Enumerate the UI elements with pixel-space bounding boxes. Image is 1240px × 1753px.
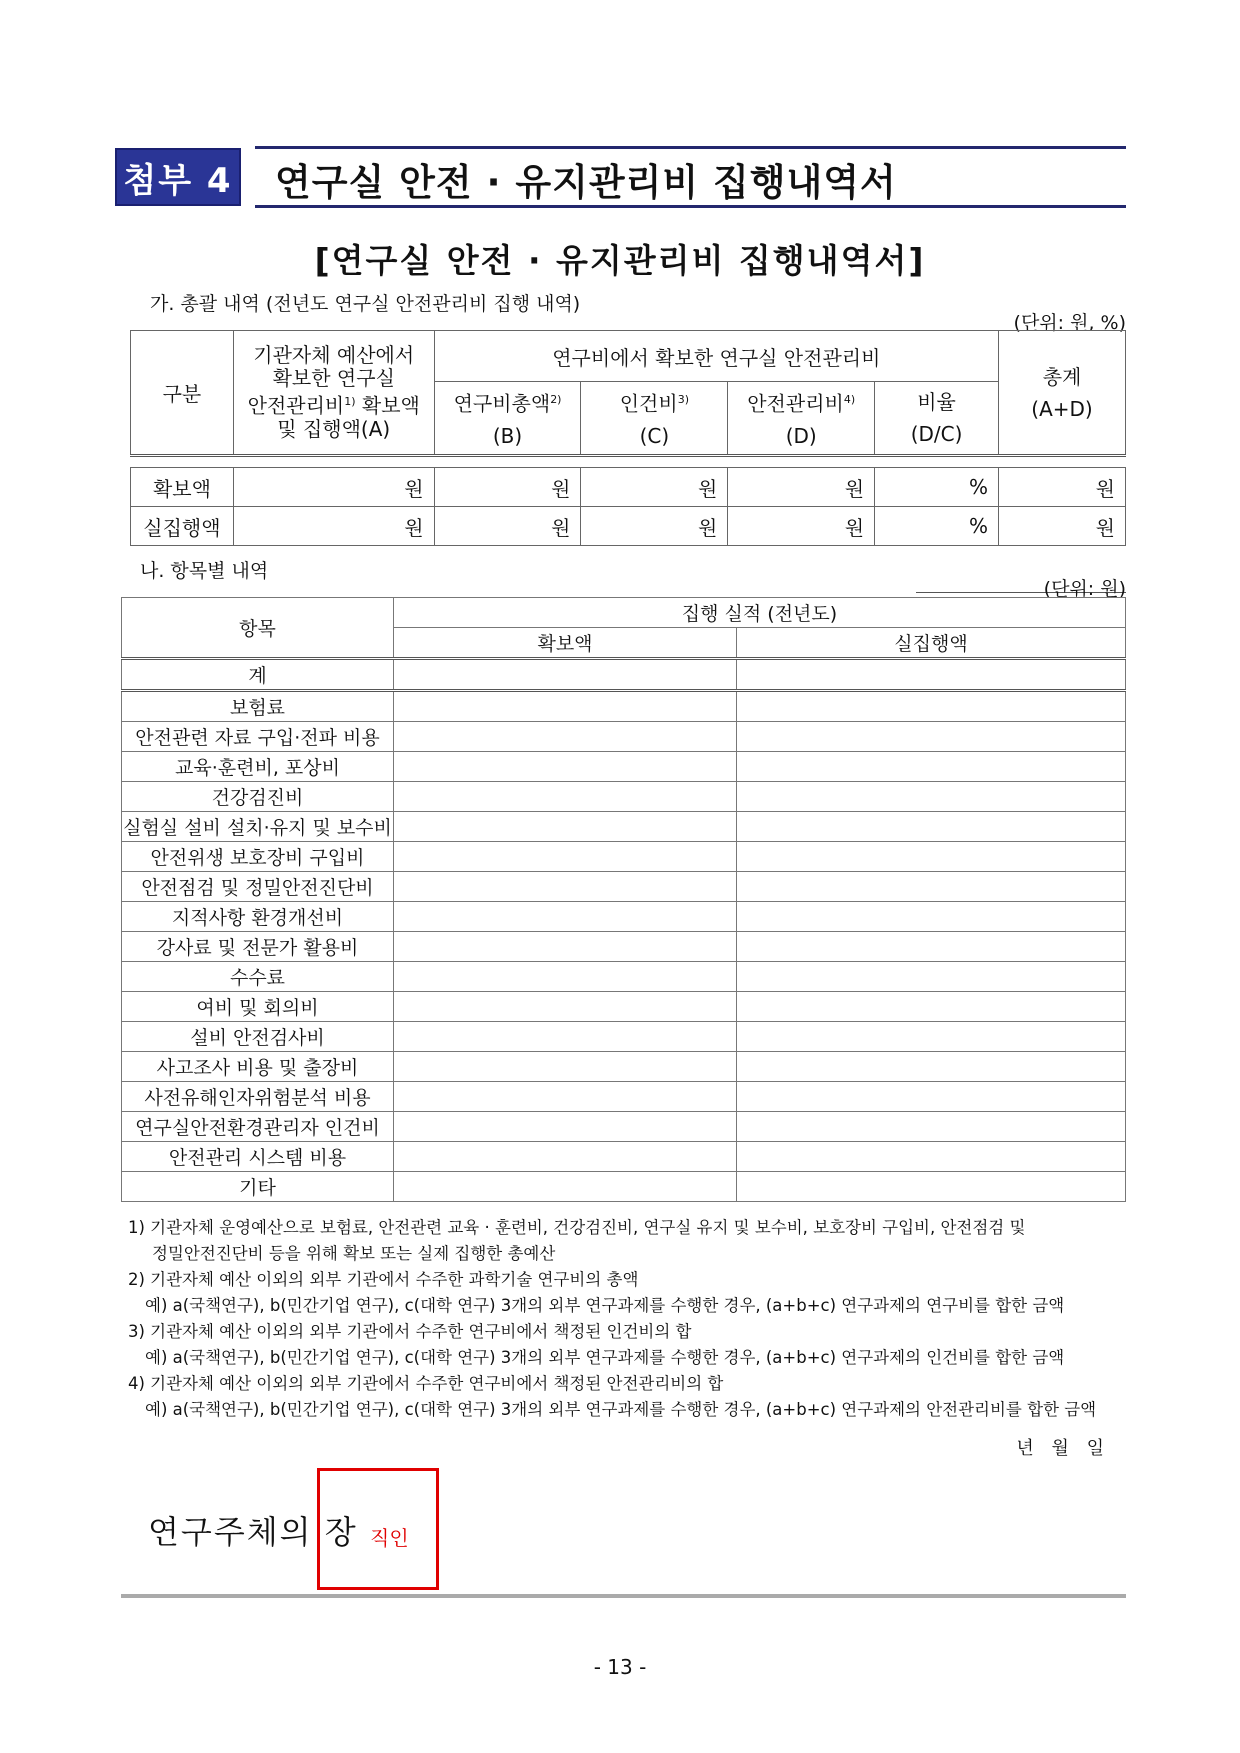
table-row — [122, 1112, 1126, 1142]
cell-value[interactable]: % — [875, 468, 999, 507]
header-item: 항목 — [122, 598, 394, 659]
header-secured: 확보액 — [394, 628, 737, 659]
item-label: 설비 안전검사비 — [122, 1022, 394, 1052]
cell-value[interactable]: 원 — [434, 507, 581, 546]
cell-value[interactable]: 원 — [233, 507, 434, 546]
cell-value[interactable]: 원 — [999, 468, 1126, 507]
summary-table — [130, 330, 1126, 546]
executed-cell[interactable] — [737, 872, 1126, 902]
table-row — [122, 782, 1126, 812]
secured-cell[interactable] — [394, 872, 737, 902]
secured-cell[interactable] — [394, 691, 737, 722]
header-own-budget: 기관자체 예산에서 확보한 연구실 안전관리비$^{1)}$ 확보액 및 집행액(A) — [233, 331, 434, 456]
summary-row-executed — [131, 507, 1126, 546]
item-label: 연구실안전환경관리자 인건비 — [122, 1112, 394, 1142]
item-label: 건강검진비 — [122, 782, 394, 812]
secured-cell[interactable] — [394, 992, 737, 1022]
header-ratio: 비율 (D/C) — [875, 382, 999, 456]
header-safety-cost: 안전관리비$^{4)}$ (D) — [728, 382, 875, 456]
secured-cell[interactable] — [394, 752, 737, 782]
table-row — [122, 722, 1126, 752]
executed-cell[interactable] — [737, 812, 1126, 842]
secured-cell[interactable] — [394, 932, 737, 962]
table-row — [122, 1022, 1126, 1052]
executed-cell[interactable] — [737, 842, 1126, 872]
cell-value[interactable]: 원 — [728, 507, 875, 546]
footnote-3-example: 예) a(국책연구), b(민간기업 연구), c(대학 연구) 3개의 외부 연구과제를 수행한 경우, (a+b+c) 연구과제의 인건비를 합한 금액 — [145, 1348, 1065, 1367]
footnote-2-example: 예) a(국책연구), b(민간기업 연구), c(대학 연구) 3개의 외부 연구과제를 수행한 경우, (a+b+c) 연구과제의 연구비를 합한 금액 — [145, 1296, 1065, 1315]
items-section-title: 나. 항목별 내역 — [140, 560, 269, 582]
table-row — [122, 1082, 1126, 1112]
executed-cell[interactable] — [737, 992, 1126, 1022]
secured-cell[interactable] — [394, 782, 737, 812]
table-row — [122, 659, 1126, 691]
secured-cell[interactable] — [394, 1082, 737, 1112]
row-label: 확보액 — [131, 468, 234, 507]
footnote-4: 4) 기관자체 예산 이외의 외부 기관에서 수주한 연구비에서 책정된 안전관리비의 합 — [128, 1374, 724, 1393]
executed-cell[interactable] — [737, 1112, 1126, 1142]
secured-cell[interactable] — [394, 1142, 737, 1172]
secured-cell[interactable] — [394, 902, 737, 932]
executed-cell[interactable] — [737, 782, 1126, 812]
secured-cell[interactable] — [394, 812, 737, 842]
footnote-4-example: 예) a(국책연구), b(민간기업 연구), c(대학 연구) 3개의 외부 연구과제를 수행한 경우, (a+b+c) 연구과제의 안전관리비를 합한 금액 — [145, 1400, 1097, 1419]
header-executed: 실집행액 — [737, 628, 1126, 659]
secured-cell[interactable] — [394, 722, 737, 752]
item-label: 기타 — [122, 1172, 394, 1202]
document-title: [연구실 안전 · 유지관리비 집행내역서] — [314, 241, 926, 280]
header-rule-top — [255, 146, 1126, 149]
header-performance: 집행 실적 (전년도) — [394, 598, 1126, 628]
item-label: 수수료 — [122, 962, 394, 992]
executed-cell[interactable] — [737, 722, 1126, 752]
item-label: 사전유해인자위험분석 비용 — [122, 1082, 394, 1112]
item-label: 계 — [122, 659, 394, 691]
row-label: 실집행액 — [131, 507, 234, 546]
cell-value[interactable]: 원 — [233, 468, 434, 507]
table-row — [122, 1172, 1126, 1202]
header-total: 총계 (A+D) — [999, 331, 1126, 456]
page-number: - 13 - — [593, 1655, 647, 1679]
executed-cell[interactable] — [737, 902, 1126, 932]
item-label: 안전관련 자료 구입·전파 비용 — [122, 722, 394, 752]
item-label: 강사료 및 전문가 활용비 — [122, 932, 394, 962]
item-label: 보험료 — [122, 691, 394, 722]
header-rule-bottom — [255, 205, 1126, 208]
table-row — [122, 752, 1126, 782]
executed-cell[interactable] — [737, 691, 1126, 722]
table-row — [122, 962, 1126, 992]
summary-section-title: 가. 총괄 내역 (전년도 연구실 안전관리비 집행 내역) — [150, 293, 581, 315]
footnote-3: 3) 기관자체 예산 이외의 외부 기관에서 수주한 연구비에서 책정된 인건비의 합 — [128, 1322, 692, 1341]
table-row — [122, 1142, 1126, 1172]
table-row — [122, 932, 1126, 962]
executed-cell[interactable] — [737, 1082, 1126, 1112]
item-label: 안전점검 및 정밀안전진단비 — [122, 872, 394, 902]
item-label: 실험실 설비 설치·유지 및 보수비 — [122, 812, 394, 842]
item-label: 교육·훈련비, 포상비 — [122, 752, 394, 782]
date-line[interactable]: 년 월 일 — [1016, 1438, 1110, 1459]
header-title: 연구실 안전 · 유지관리비 집행내역서 — [275, 161, 897, 204]
attachment-badge: 첨부 4 — [115, 148, 241, 206]
items-table — [121, 597, 1126, 1202]
secured-cell[interactable] — [394, 1112, 737, 1142]
footnote-1: 1) 기관자체 운영예산으로 보험료, 안전관련 교육 · 훈련비, 건강검진비, 연구실 유지 및 보수비, 보호장비 구입비, 안전점검 및 — [128, 1218, 1026, 1237]
table-row — [122, 902, 1126, 932]
table-row — [122, 691, 1126, 722]
item-label: 지적사항 환경개선비 — [122, 902, 394, 932]
footnote-1-cont: 정밀안전진단비 등을 위해 확보 또는 실제 집행한 총예산 — [152, 1244, 556, 1263]
header-total-research: 연구비총액$^{2)}$ (B) — [434, 382, 581, 456]
footnote-2: 2) 기관자체 예산 이외의 외부 기관에서 수주한 과학기술 연구비의 총액 — [128, 1270, 639, 1289]
header-personnel: 인건비$^{3)}$ (C) — [581, 382, 728, 456]
table-row — [122, 842, 1126, 872]
executed-cell[interactable] — [737, 1022, 1126, 1052]
secured-cell[interactable] — [394, 1022, 737, 1052]
executed-cell[interactable] — [737, 752, 1126, 782]
bottom-rule — [121, 1594, 1126, 1598]
secured-cell[interactable] — [394, 1052, 737, 1082]
secured-cell[interactable] — [394, 659, 737, 691]
executed-cell[interactable] — [737, 1142, 1126, 1172]
items-unit: (단위: 원) — [1043, 578, 1126, 600]
item-label: 사고조사 비용 및 출장비 — [122, 1052, 394, 1082]
secured-cell[interactable] — [394, 1172, 737, 1202]
item-label: 안전위생 보호장비 구입비 — [122, 842, 394, 872]
secured-cell[interactable] — [394, 842, 737, 872]
cell-value[interactable]: 원 — [999, 507, 1126, 546]
table-row — [122, 812, 1126, 842]
cell-value[interactable]: 원 — [434, 468, 581, 507]
cell-value[interactable]: 원 — [581, 468, 728, 507]
stamp-label: 직인 — [370, 1526, 409, 1550]
cell-value[interactable]: 원 — [728, 468, 875, 507]
table-row — [122, 992, 1126, 1022]
signature-label: 연구주체의 장 — [148, 1513, 358, 1551]
executed-cell[interactable] — [737, 932, 1126, 962]
executed-cell[interactable] — [737, 659, 1126, 691]
executed-cell[interactable] — [737, 1172, 1126, 1202]
cell-value[interactable]: % — [875, 507, 999, 546]
header-category: 구분 — [131, 331, 234, 456]
executed-cell[interactable] — [737, 962, 1126, 992]
item-label: 안전관리 시스템 비용 — [122, 1142, 394, 1172]
table-row — [122, 872, 1126, 902]
summary-unit: (단위: 원, %) — [1013, 312, 1126, 334]
secured-cell[interactable] — [394, 962, 737, 992]
summary-row-secured — [131, 468, 1126, 507]
header-research-group: 연구비에서 확보한 연구실 안전관리비 — [434, 331, 998, 382]
table-row — [122, 1052, 1126, 1082]
item-label: 여비 및 회의비 — [122, 992, 394, 1022]
cell-value[interactable]: 원 — [581, 507, 728, 546]
executed-cell[interactable] — [737, 1052, 1126, 1082]
